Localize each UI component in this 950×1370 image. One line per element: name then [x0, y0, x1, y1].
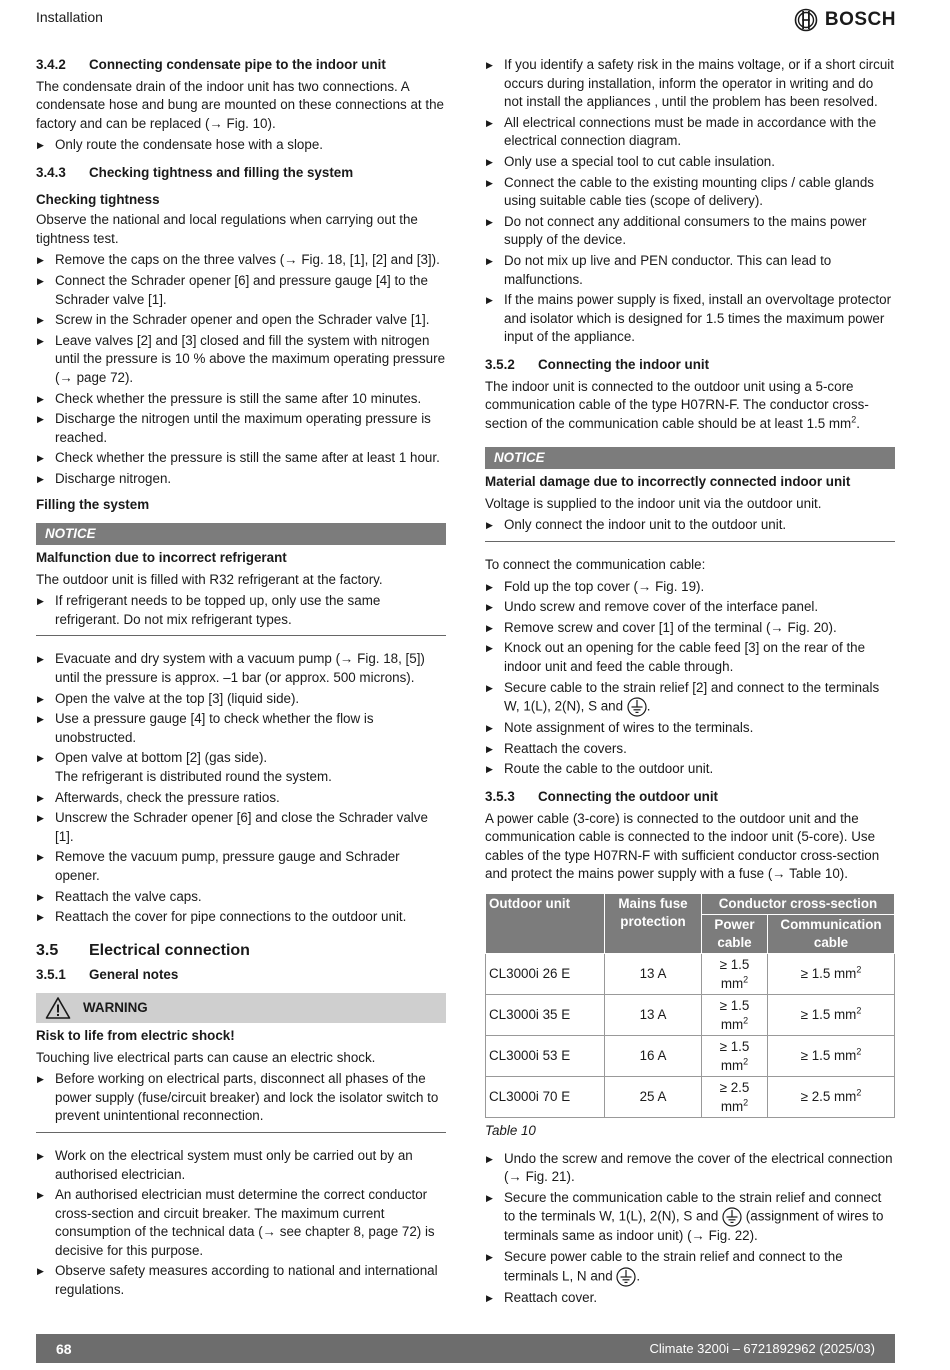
page-footer — [36, 1334, 895, 1363]
list-item: ▶ Before working on electrical parts, disconnect all phases of the power supply (fuse/circuit breaker) and lock the isolator switch to prevent unintentional reconnection. — [36, 1070, 446, 1126]
left-column — [36, 56, 446, 1302]
list-item: ▶ Reattach the cover for pipe connections to the outdoor unit. — [36, 908, 446, 927]
list-item: ▶ Unscrew the Schrader opener [6] and close the Schrader valve [1]. — [36, 809, 446, 846]
list-item: ▶ Reattach the valve caps. — [36, 888, 446, 907]
list-item: ▶ Do not mix up live and PEN conductor. This can lead to malfunctions. — [485, 252, 895, 289]
list-item: ▶ If refrigerant needs to be topped up, only use the same refrigerant. Do not mix refrigerant types. — [36, 592, 446, 629]
list-item: ▶ Only route the condensate hose with a slope. — [36, 136, 446, 155]
warning-banner — [36, 993, 446, 1023]
list-item: ▶ Check whether the pressure is still the same after 10 minutes. — [36, 390, 446, 409]
filling-steps-list — [36, 650, 446, 926]
table-row: CL3000i 70 E 25 A ≥ 2.5 $mm^2$ ≥ 2.5 $mm^2$ — [486, 1076, 895, 1117]
list-item: ▶ Discharge the nitrogen until the maximum operating pressure is reached. — [36, 410, 446, 447]
comm-intro: To connect the communication cable: — [485, 557, 706, 573]
right-column — [485, 56, 895, 1309]
list-item: ▶ Secure power cable to the strain relief and connect to the terminals L, N and . — [485, 1248, 895, 1287]
list-item: ▶ Open the valve at the top [3] (liquid side). — [36, 690, 446, 709]
table-header-unit: Outdoor unit — [486, 893, 605, 953]
cable-table — [485, 893, 895, 1118]
list-item: ▶ An authorised electrician must determine the correct conductor cross-section and circuit breaker. The maximum current consumption of the technical data (→ see chapter 8, page 72) is decisive for this purpose. — [36, 1186, 446, 1260]
warning-label: WARNING — [83, 999, 148, 1015]
list-item: ▶ Do not connect any additional consumers to the mains power supply of the device. — [485, 213, 895, 250]
comm-list — [485, 578, 895, 779]
list-item: ▶ Note assignment of wires to the terminals. — [485, 719, 895, 738]
subheading-filling-system: Filling the system — [36, 497, 150, 513]
list-item: ▶ Use a pressure gauge [4] to check whether the flow is unobstructed. — [36, 710, 446, 747]
notice-banner: NOTICE — [36, 523, 446, 545]
list-item: ▶ Connect the cable to the existing mounting clips / cable glands using suitable cable ties (scope of delivery). — [485, 174, 895, 211]
list-item: ▶ Route the cable to the outdoor unit. — [485, 760, 895, 779]
notice-box — [485, 473, 895, 542]
table-row: CL3000i 26 E 13 A ≥ 1.5 $mm^2$ ≥ 1.5 $mm^2$ — [486, 953, 895, 994]
heading-3-4-2: 3.4.2 Connecting condensate pipe to the indoor unit — [36, 57, 386, 72]
notice-banner: NOTICE — [485, 447, 895, 469]
heading-3-5: 3.5 Electrical connection — [36, 941, 250, 959]
list-item: ▶ Remove screw and cover [1] of the terminal (→ Fig. 20). — [485, 619, 895, 638]
table-header-comm: Communication cable — [768, 914, 895, 953]
warning-triangle-icon — [45, 996, 71, 1020]
heading-3-5-2: 3.5.2 Connecting the indoor unit — [485, 356, 710, 372]
table-header-cross-section: Conductor cross-section — [702, 893, 895, 914]
warning-text: Touching live electrical parts can cause an electric shock. — [36, 1049, 376, 1065]
list-item: ▶ Only connect the indoor unit to the outdoor unit. — [485, 516, 895, 535]
list-item: ▶ Connect the Schrader opener [6] and pressure gauge [4] to the Schrader valve [1]. — [36, 272, 446, 309]
bosch-armature-icon — [794, 8, 818, 32]
warning-box — [36, 1027, 446, 1133]
earth-ground-icon — [722, 1207, 742, 1227]
outdoor-list — [485, 1150, 895, 1308]
list-item: ▶ Secure cable to the strain relief [2] and connect to the terminals W, 1(L), 2(N), S and . — [485, 679, 895, 718]
indoor-unit-text: The indoor unit is connected to the outdoor unit using a 5-core communication cable of the type H07RN-F. The conductor cross-section of the communication cable should be at least 1.5 $mm^2$. — [485, 378, 869, 431]
notice-box — [36, 549, 446, 636]
notice-text: The outdoor unit is filled with R32 refrigerant at the factory. — [36, 571, 383, 587]
table-caption: Table 10 — [485, 1122, 536, 1138]
header-section-title: Installation — [36, 9, 103, 25]
list-item-subtext: The refrigerant is distributed round the system. — [55, 769, 332, 784]
list-item: ▶ Fold up the top cover (→ Fig. 19). — [485, 578, 895, 597]
list-item: ▶ Observe safety measures according to national and international regulations. — [36, 1262, 446, 1299]
list-item: ▶ Secure the communication cable to the strain relief and connect to the terminals W, 1(L), 2(N), S and (assignment of wires to terminals same as indoor unit) (→ Fig. 22). — [485, 1189, 895, 1246]
bosch-wordmark: BOSCH — [824, 9, 896, 30]
table-header-power: Power cable — [702, 914, 768, 953]
list-item: ▶ Work on the electrical system must only be carried out by an authorised electrician. — [36, 1147, 446, 1184]
heading-3-4-3: 3.4.3 Checking tightness and filling the system — [36, 164, 354, 180]
list-item: ▶ Check whether the pressure is still the same after at least 1 hour. — [36, 449, 446, 468]
list-item: ▶ Only use a special tool to cut cable insulation. — [485, 153, 895, 172]
notice-text: Voltage is supplied to the indoor unit via the outdoor unit. — [485, 495, 822, 511]
list-item: ▶ Evacuate and dry system with a vacuum pump (→ Fig. 18, [5]) until the pressure is approx. –1 bar (or approx. 500 microns). — [36, 650, 446, 687]
list-item: ▶ If the mains power supply is fixed, install an overvoltage protector and isolator which is designed for 1.5 times the maximum power input of the appliance. — [485, 291, 895, 347]
list-item: ▶ Knock out an opening for the cable feed [3] on the rear of the indoor unit and feed the cable through. — [485, 639, 895, 676]
list-item: ▶ Undo the screw and remove the cover of the electrical connection (→ Fig. 21). — [485, 1150, 895, 1187]
bosch-logo — [794, 8, 896, 32]
document-reference: Climate 3200i – 6721892962 (2025/03) — [649, 1341, 875, 1356]
notice-title: Malfunction due to incorrect refrigerant — [36, 550, 287, 566]
list-item: ▶ Reattach cover. — [485, 1289, 895, 1308]
notice-title: Material damage due to incorrectly connected indoor unit — [485, 474, 851, 490]
list-item: ▶ Remove the vacuum pump, pressure gauge and Schrader opener. — [36, 848, 446, 885]
outdoor-unit-text: A power cable (3-core) is connected to the outdoor unit and the communication cable is connected to the indoor unit (5-core). Use cables of the type H07RN-F with sufficient conductor cross-section and protect the mains power supply with a fuse (→ Table 10). — [485, 810, 880, 882]
subheading-checking-tightness: Checking tightness — [36, 191, 160, 207]
heading-3-5-3: 3.5.3 Connecting the outdoor unit — [485, 789, 718, 804]
list-item: ▶ Leave valves [2] and [3] closed and fill the system with nitrogen until the pressure is 10 % above the maximum operating pressure (→ page 72). — [36, 332, 446, 388]
warning-title: Risk to life from electric shock! — [36, 1027, 235, 1043]
earth-ground-icon — [616, 1267, 636, 1287]
safety-list — [485, 56, 895, 347]
list-item: ▶ If you identify a safety risk in the mains voltage, or if a short circuit occurs during installation, inform the operator in writing and do not install the appliances , until the problem has been resolved. — [485, 56, 895, 112]
page-number: 68 — [56, 1340, 72, 1357]
electrical-list — [36, 1147, 446, 1300]
tightness-text: Observe the national and local regulations when carrying out the tightness test. — [36, 212, 418, 246]
list-item: ▶ Undo screw and remove cover of the interface panel. — [485, 598, 895, 617]
table-header-fuse: Mains fuse protection — [605, 893, 702, 953]
list-item: ▶ Screw in the Schrader opener and open the Schrader valve [1]. — [36, 311, 446, 330]
earth-ground-icon — [627, 697, 647, 717]
list-item: ▶ Remove the caps on the three valves (→ Fig. 18, [1], [2] and [3]). — [36, 251, 446, 270]
table-row: CL3000i 53 E 16 A ≥ 1.5 $mm^2$ ≥ 1.5 $mm^2$ — [486, 1035, 895, 1076]
heading-3-5-1: 3.5.1 General notes — [36, 967, 179, 983]
condensate-text: The condensate drain of the indoor unit has two connections. A condensate hose and bung are mounted on these connections at the factory and can be replaced (→ Fig. 10). — [36, 78, 444, 131]
table-row: CL3000i 35 E 13 A ≥ 1.5 $mm^2$ ≥ 1.5 $mm^2$ — [486, 994, 895, 1035]
list-item: ▶ Afterwards, check the pressure ratios. — [36, 789, 446, 808]
list-item: ▶ All electrical connections must be made in accordance with the electrical connection diagram. — [485, 114, 895, 151]
list-item: ▶ Discharge nitrogen. — [36, 470, 446, 489]
list-item: ▶ Open valve at bottom [2] (gas side). The refrigerant is distributed round the system. — [36, 749, 446, 786]
list-item: ▶ Reattach the covers. — [485, 740, 895, 759]
tightness-list — [36, 251, 446, 488]
